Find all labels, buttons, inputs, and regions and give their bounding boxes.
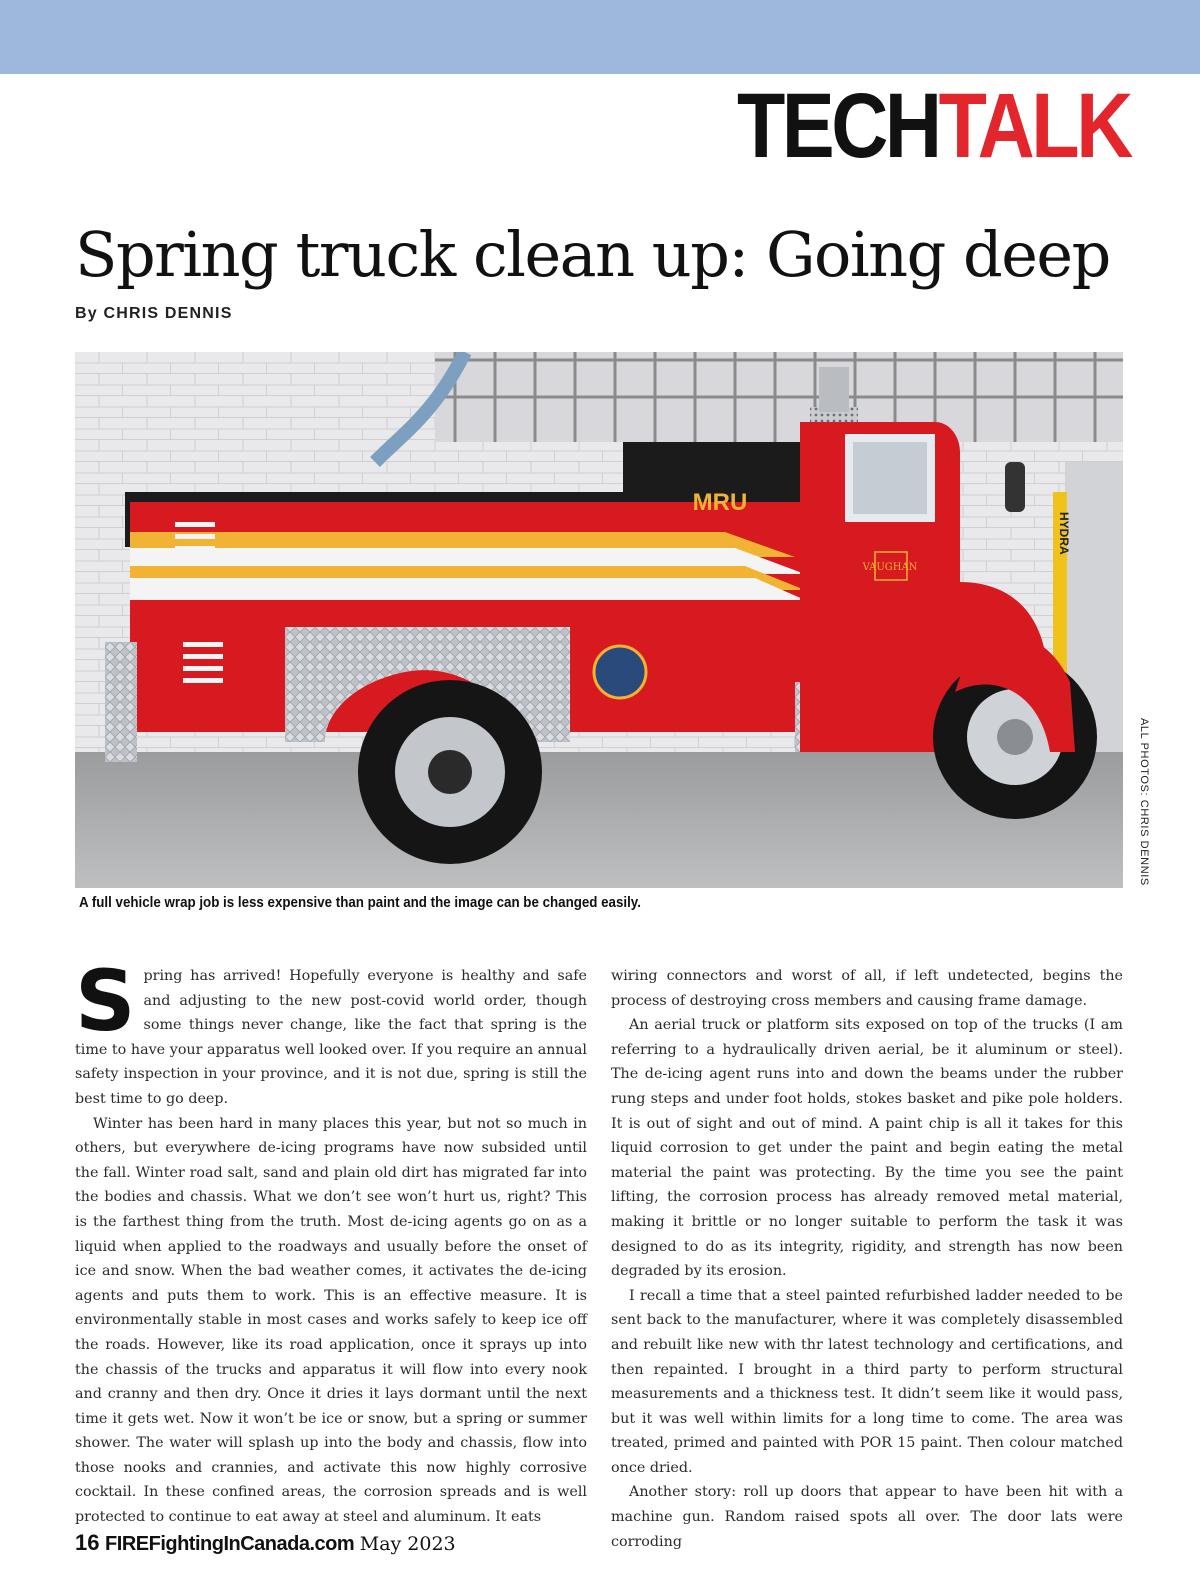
truck-illustration [75, 352, 1123, 888]
page-number: 16 [75, 1530, 100, 1555]
issue-date: May 2023 [359, 1533, 456, 1555]
drop-cap: S [75, 952, 136, 1050]
section-heading [737, 75, 1130, 177]
article-title: Spring truck clean up: Going deep [75, 218, 1110, 291]
section-heading-tech: TECH [737, 75, 939, 177]
paragraph: I recall a time that a steel painted refurbished ladder needed to be sent back to the manufacturer, where it was completely disassembled and rebuilt like new with thr latest technology and certifications, and then repainted. I brought in a third party to perform structural measurements and a thickness test. It didn’t seem like it would pass, but it was well within limits for a long time to come. The area was treated, primed and painted with POR 15 paint. Then colour matched once dried. [611, 1287, 1123, 1476]
photo-credit: ALL PHOTOS: CHRIS DENNIS [1138, 718, 1150, 886]
article-column-right [611, 964, 1123, 1554]
pillar-lettering: HYDRA [1057, 512, 1071, 555]
paragraph: Winter has been hard in many places this year, but not so much in others, but everywhere de-icing programs have now subsided until the fall. Winter road salt, sand and plain old dirt has migrated far into the bodies and chassis. What we don’t see won’t hurt us, right? This is the farthest thing from the truth. Most de-icing agents go on as a liquid when applied to the roadways and usually before the onset of ice and snow. When the bad weather comes, it activates the de-icing agents and puts them to work. This is an effective measure. It is environmentally stable in most cases and works safely to keep ice off the roads. However, like its road application, once it sprays up into the chassis of the trucks and apparatus it will flow into every nook and cranny and then dry. Once it dries it lays dormant until the next time it gets wet. Now it won’t be ice or snow, but a spring or summer shower. The water will splash up into the body and chassis, flow into those nooks and crannies, and activate this now highly corrosive cocktail. In these confined areas, the corrosion spreads and is well protected to continue to eat away at steel and aluminum. It eats [75, 1115, 587, 1526]
paragraph: An aerial truck or platform sits exposed on top of the trucks (I am referring to a hydraulically driven aerial, be it aluminum or steel). The de-icing agent runs into and down the beams under the rubber rung steps and under foot holds, stokes basket and pike pole holders. It is out of sight and out of mind. A paint chip is all it takes for this liquid corrosion to get under the paint and begin eating the metal material the paint was protecting. By the time you see the paint lifting, the corrosion process has already removed metal material, making it brittle or no longer suitable to perform the task it was designed to do as its integrity, rigidity, and strength has now been degraded by its erosion. [611, 1017, 1123, 1280]
byline: By CHRIS DENNIS [75, 305, 233, 322]
truck-photo [75, 352, 1123, 888]
truck-unit-label: MRU [692, 489, 748, 516]
paragraph: Another story: roll up doors that appear to have been hit with a machine gun. Random raised spots all over. The door lats were corroding [611, 1484, 1123, 1550]
publication-site: FIREFightingInCanada.com [105, 1533, 355, 1555]
paragraph: wiring connectors and worst of all, if left undetected, begins the process of destroying cross members and causing frame damage. [611, 968, 1123, 1009]
paragraph [75, 952, 587, 1112]
article-column-left [75, 952, 587, 1530]
paragraph-text: pring has arrived! Hopefully everyone is healthy and safe and adjusting to the new post-covid world order, though some things never change, like the fact that spring is the time to have your apparatus well looked over. If you require an annual safety inspection in your province, and it is not due, spring is still the best time to go deep. [75, 968, 587, 1107]
section-heading-talk: TALK [938, 75, 1130, 177]
door-emblem: VAUGHAN [862, 562, 918, 573]
photo-caption: A full vehicle wrap job is less expensive than paint and the image can be changed easily. [79, 895, 641, 911]
header-color-band [0, 0, 1200, 74]
page-footer [75, 1530, 456, 1556]
